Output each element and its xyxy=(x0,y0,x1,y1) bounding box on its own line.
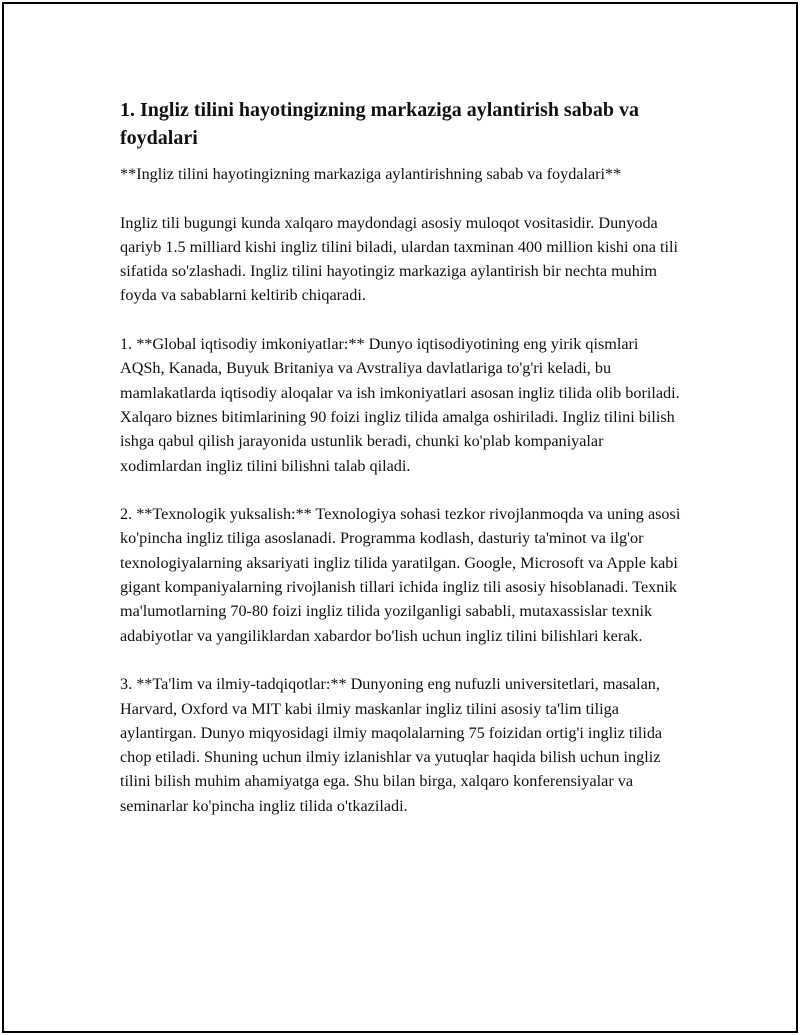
intro-paragraph: Ingliz tili bugungi kunda xalqaro maydondagi asosiy muloqot vositasidir. Dunyoda qariyb 1.5 milliard kishi ingliz tilini biladi, ulardan taxminan 400 million kishi ona tili sifatida so'zlashadi. Ingliz tilini hayotingiz markaziga aylantirish bir nechta muhim foyda va sabablarni keltirib chiqaradi. xyxy=(120,213,678,305)
document-title: 1. Ingliz tilini hayotingizning markaziga aylantirish sabab va foydalari xyxy=(120,99,639,149)
document-body xyxy=(120,96,686,842)
page-frame xyxy=(2,2,798,1033)
economic-opportunities-paragraph: 1. **Global iqtisodiy imkoniyatlar:** Dunyo iqtisodiyotining eng yirik qismlari AQSh, Kanada, Buyuk Britaniya va Avstraliya davlatlariga to'g'ri keladi, bu mamlakatlarda iqtisodiy aloqalar va ish imkoniyatlari asosan ingliz tilida olib boriladi. Xalqaro biznes bitimlarining 90 foizi ingliz tilida amalga oshiriladi. Ingliz tilini bilish ishga qabul qilish jarayonida ustunlik beradi, chunki ko'plab kompaniyalar xodimlardan ingliz tilini bilishni talab qiladi. xyxy=(120,335,680,475)
education-research-paragraph: 3. **Ta'lim va ilmiy-tadqiqotlar:** Dunyoning eng nufuzli universitetlari, masalan, Harvard, Oxford va MIT kabi ilmiy maskanlar ingliz tilini asosiy ta'lim tiliga aylantirgan. Dunyo miqyosidagi ilmiy maqolalarning 75 foizidan ortig'i ingliz tilida chop etiladi. Shuning uchun ilmiy izlanishlar va yutuqlar haqida bilish uchun ingliz tilini bilish muhim ahamiyatga ega. Shu bilan birga, xalqaro konferensiyalar va seminarlar ko'pincha ingliz tilida o'tkaziladi. xyxy=(120,675,663,815)
technology-paragraph: 2. **Texnologik yuksalish:** Texnologiya sohasi tezkor rivojlanmoqda va uning asosi ko'pincha ingliz tiliga asoslanadi. Programma kodlash, dasturiy ta'minot va ilg'or texnologiyalarning aksariyati ingliz tilida yaratilgan. Google, Microsoft va Apple kabi gigant kompaniyalarning rivojlanish tillari ichida ingliz tili asosiy hisoblanadi. Texnik ma'lumotlarning 70-80 foizi ingliz tilida yozilganligi sababli, mutaxassislar texnik adabiyotlar va yangiliklardan xabardor bo'lish uchun ingliz tilini bilishlari kerak. xyxy=(120,505,681,645)
subtitle-paragraph: **Ingliz tilini hayotingizning markaziga aylantirishning sabab va foydalari** xyxy=(120,165,622,183)
